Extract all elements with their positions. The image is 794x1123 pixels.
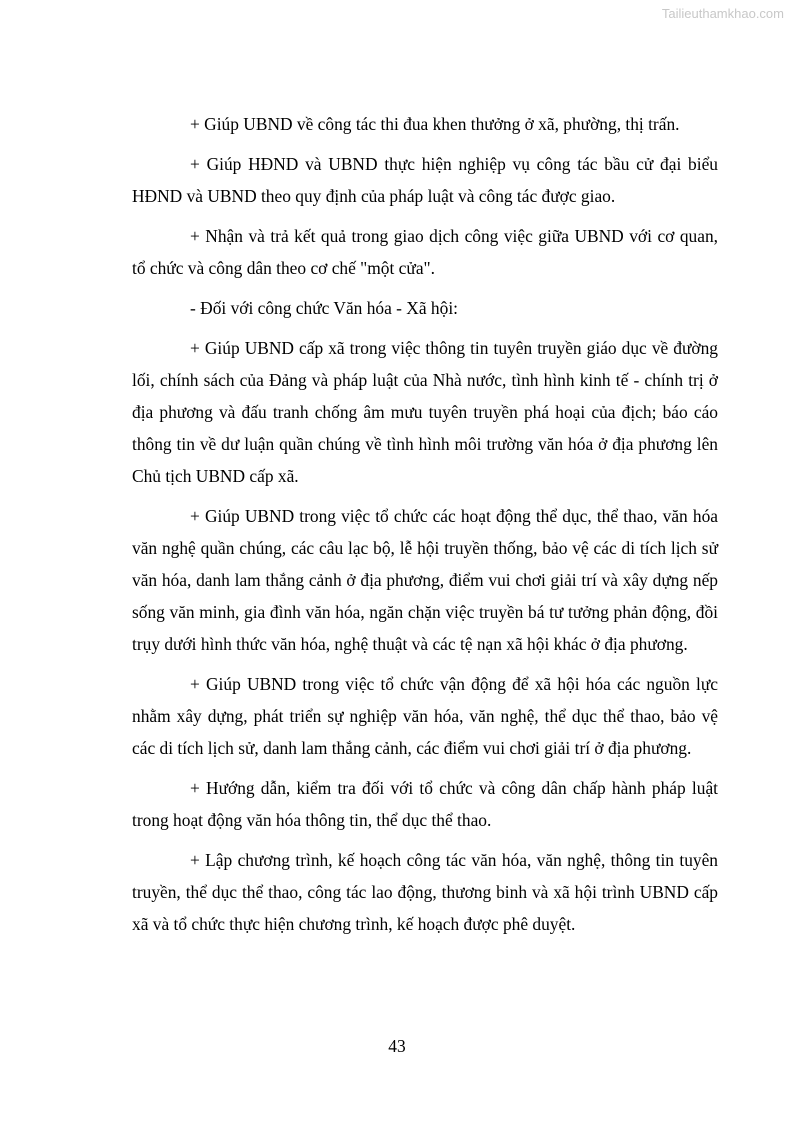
paragraph: + Giúp UBND trong việc tổ chức vận động để xã hội hóa các nguồn lực nhằm xây dựng, phát triển sự nghiệp văn hóa, văn nghệ, thể dục thể thao, bảo vệ các di tích lịch sử, danh lam thắng cảnh, các điểm vui chơi giải trí ở địa phương. xyxy=(132,674,718,758)
document-body xyxy=(132,108,718,948)
page-number: 43 xyxy=(388,1036,406,1056)
paragraph: + Nhận và trả kết quả trong giao dịch công việc giữa UBND với cơ quan, tổ chức và công dân theo cơ chế "một cửa". xyxy=(132,226,718,278)
paragraph: + Giúp HĐND và UBND thực hiện nghiệp vụ công tác bầu cử đại biểu HĐND và UBND theo quy định của pháp luật và công tác được giao. xyxy=(132,154,718,206)
paragraph: + Giúp UBND cấp xã trong việc thông tin tuyên truyền giáo dục về đường lối, chính sách của Đảng và pháp luật của Nhà nước, tình hình kinh tế - chính trị ở địa phương và đấu tranh chống âm mưu tuyên truyền phá hoại của địch; báo cáo thông tin về dư luận quần chúng về tình hình môi trường văn hóa ở địa phương lên Chủ tịch UBND cấp xã. xyxy=(132,338,718,486)
paragraph: + Giúp UBND trong việc tổ chức các hoạt động thể dục, thể thao, văn hóa văn nghệ quần chúng, các câu lạc bộ, lễ hội truyền thống, bảo vệ các di tích lịch sử văn hóa, danh lam thắng cảnh ở địa phương, điểm vui chơi giải trí và xây dựng nếp sống văn minh, gia đình văn hóa, ngăn chặn việc truyền bá tư tưởng phản động, đồi trụy dưới hình thức văn hóa, nghệ thuật và các tệ nạn xã hội khác ở địa phương. xyxy=(132,506,718,654)
paragraph: + Giúp UBND về công tác thi đua khen thưởng ở xã, phường, thị trấn. xyxy=(190,114,680,134)
paragraph: + Lập chương trình, kế hoạch công tác văn hóa, văn nghệ, thông tin tuyên truyền, thể dục thể thao, công tác lao động, thương binh và xã hội trình UBND cấp xã và tổ chức thực hiện chương trình, kế hoạch được phê duyệt. xyxy=(132,850,718,934)
section-heading: - Đối với công chức Văn hóa - Xã hội: xyxy=(190,298,458,318)
paragraph: + Hướng dẫn, kiểm tra đối với tổ chức và công dân chấp hành pháp luật trong hoạt động văn hóa thông tin, thể dục thể thao. xyxy=(132,778,718,830)
watermark-text: Tailieuthamkhao.com xyxy=(661,6,784,21)
